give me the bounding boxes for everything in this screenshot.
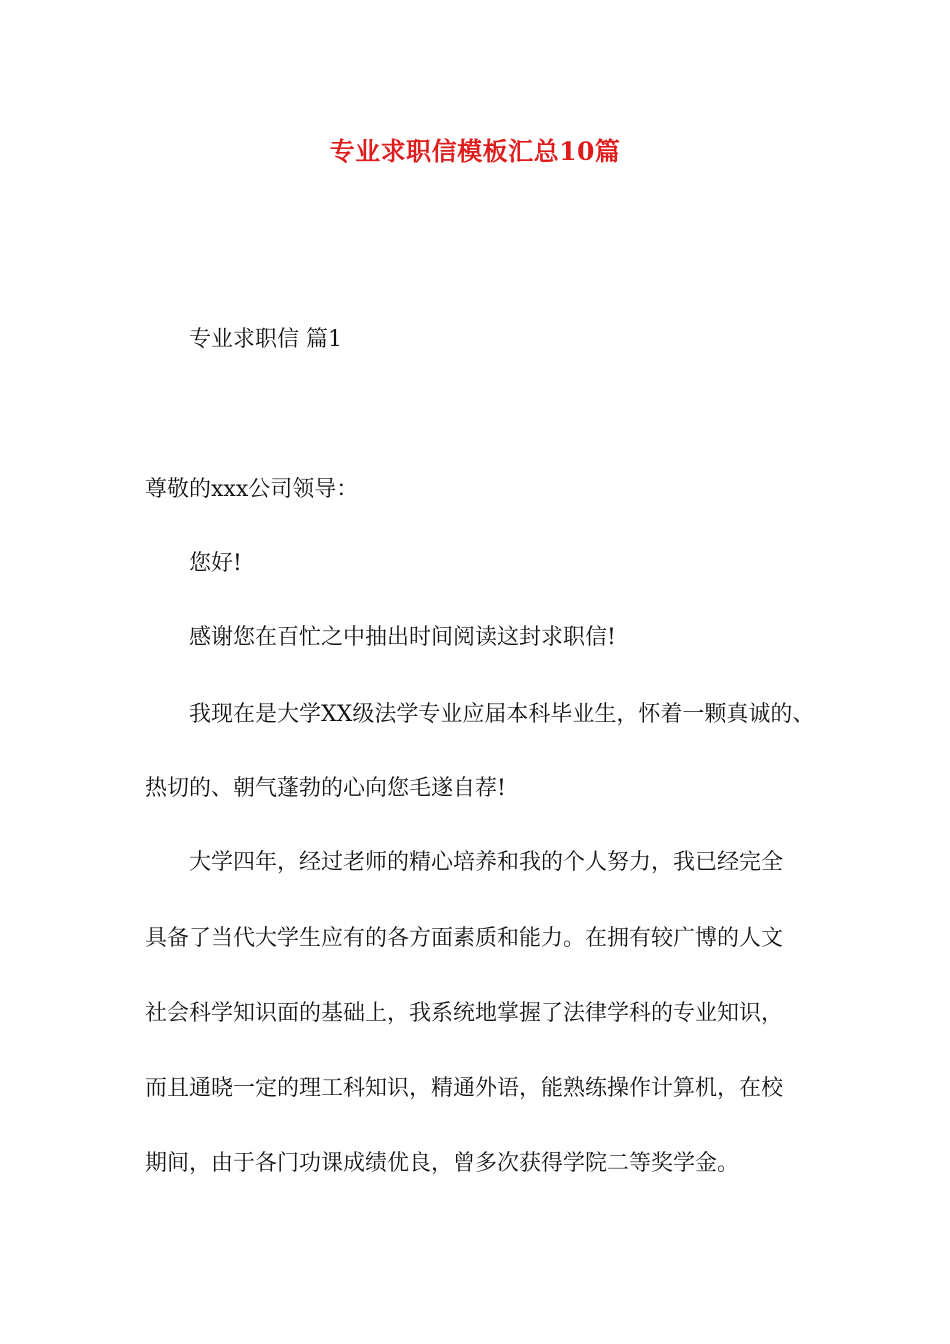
salutation: 尊敬的xxx公司领导： (145, 477, 359, 502)
document-title: 专业求职信模板汇总10篇 (329, 137, 621, 166)
paragraph-line: 大学四年，经过老师的精心培养和我的个人努力，我已经完全 (189, 850, 784, 875)
section-heading: 专业求职信 篇1 (189, 327, 342, 352)
paragraph-line: 我现在是大学XX级法学专业应届本科毕业生，怀着一颗真诚的、 (189, 702, 815, 727)
paragraph-line: 而且通晓一定的理工科知识，精通外语，能熟练操作计算机，在校 (145, 1076, 784, 1101)
paragraph-line: 期间，由于各门功课成绩优良，曾多次获得学院二等奖学金。 (145, 1151, 740, 1176)
greeting: 您好! (189, 551, 242, 576)
paragraph-line: 热切的、朝气蓬勃的心向您毛遂自荐! (145, 776, 506, 801)
paragraph-line: 感谢您在百忙之中抽出时间阅读这封求职信! (189, 625, 616, 650)
paragraph-line: 社会科学知识面的基础上，我系统地掌握了法律学科的专业知识， (145, 1001, 784, 1026)
paragraph-line: 具备了当代大学生应有的各方面素质和能力。在拥有较广博的人文 (145, 926, 784, 951)
